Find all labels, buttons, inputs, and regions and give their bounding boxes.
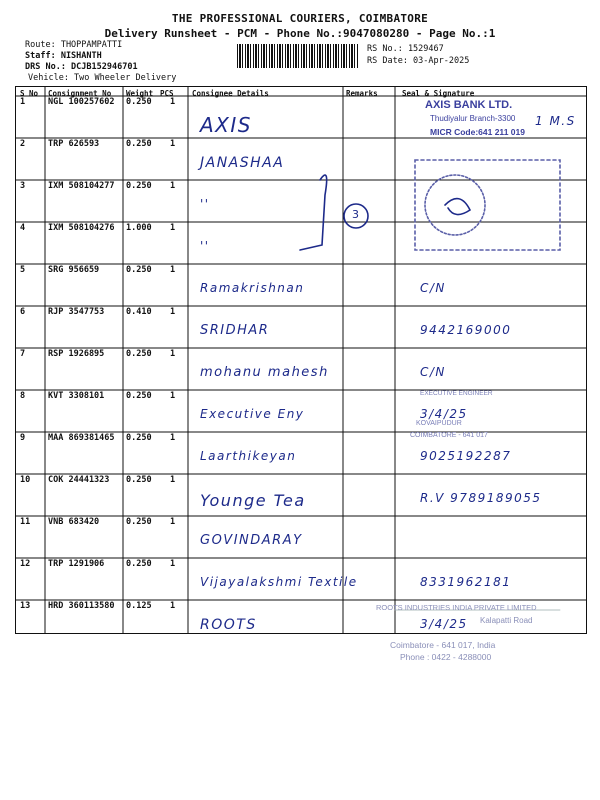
staff-label: Staff: NISHANTH — [25, 51, 102, 61]
document-title: THE PROFESSIONAL COURIERS, COIMBATORE — [171, 12, 429, 25]
row-seal: 3/4/25 — [420, 617, 468, 631]
row-sno: 9 — [20, 433, 26, 443]
kvt-stamp-line2: COIMBATORE - 641 017 — [410, 432, 488, 439]
row-pcs: 1 — [170, 559, 176, 569]
row-weight: 0.250 — [126, 559, 152, 569]
row-consignment: TRP 1291906 — [48, 559, 105, 569]
kvt-stamp-line3: KOVAIPUDUR — [416, 420, 462, 427]
row-consignee: Executive Eny — [200, 407, 305, 421]
rs-date: RS Date: 03-Apr-2025 — [367, 56, 470, 66]
row-weight: 0.250 — [126, 349, 152, 359]
row-pcs: 1 — [170, 181, 176, 191]
row-weight: 0.250 — [126, 475, 152, 485]
rs-number: RS No.: 1529467 — [367, 44, 444, 54]
row-consignee: Younge Tea — [200, 491, 306, 510]
row-sno: 1 — [20, 97, 26, 107]
row-consignee: AXIS — [200, 113, 252, 137]
row-consignee: JANASHAA — [200, 155, 285, 171]
circled-number: 3 — [352, 208, 361, 221]
roots-stamp-line1: ROOTS INDUSTRIES INDIA PRIVATE LIMITED — [376, 603, 537, 612]
row-pcs: 1 — [170, 307, 176, 317]
axis-stamp-branch: Thudiyalur Branch-3300 — [430, 114, 516, 123]
row-consignment: IXM 508104277 — [48, 181, 115, 191]
row-weight: 0.250 — [126, 181, 152, 191]
row-sno: 11 — [20, 517, 31, 527]
row-consignment: SRG 956659 — [48, 265, 100, 275]
bracket-mark — [300, 175, 327, 250]
seal-signature — [445, 199, 470, 215]
col-sno: S No — [20, 89, 39, 98]
row-consignment: RJP 3547753 — [48, 307, 105, 317]
row-consignment: NGL 100257602 — [48, 97, 115, 107]
axis-signature: 1 M.S — [535, 114, 576, 128]
row-consignee: Vijayalakshmi Textile — [200, 575, 358, 589]
row-weight: 0.250 — [126, 97, 152, 107]
drs-label: DRS No.: DCJB152946701 — [25, 62, 138, 72]
col-weight: Weight — [126, 89, 154, 98]
row-pcs: 1 — [170, 139, 176, 149]
row-seal: 9442169000 — [420, 323, 512, 337]
roots-stamp-line2: Kalapatti Road — [480, 616, 533, 625]
row-pcs: 1 — [170, 433, 176, 443]
row-sno: 8 — [20, 391, 26, 401]
row-seal: C/N — [420, 365, 446, 379]
row-sno: 3 — [20, 181, 26, 191]
row-consignment: COK 24441323 — [48, 475, 110, 485]
col-remarks: Remarks — [346, 89, 378, 98]
row-sno: 13 — [20, 601, 31, 611]
row-weight: 0.410 — [126, 307, 152, 317]
row-sno: 10 — [20, 475, 31, 485]
axis-stamp-name: AXIS BANK LTD. — [425, 99, 513, 111]
row-consignment: IXM 508104276 — [48, 223, 115, 233]
row-consignment: VNB 683420 — [48, 517, 100, 527]
row-seal: 3/4/25 — [420, 407, 468, 421]
row-consignee: SRIDHAR — [200, 323, 270, 338]
row-weight: 0.250 — [126, 139, 152, 149]
row-consignee: mohanu mahesh — [200, 365, 329, 380]
col-consignee: Consignee Details — [192, 89, 269, 98]
row-consignee: '' — [200, 239, 210, 253]
round-seal — [425, 175, 485, 235]
row-pcs: 1 — [170, 391, 176, 401]
row-consignee: GOVINDARAY — [200, 533, 303, 548]
route-label: Route: THOPPAMPATTI — [25, 40, 123, 50]
row-consignment: KVT 3308101 — [48, 391, 105, 401]
row-consignee: '' — [200, 197, 210, 211]
row-seal: C/N — [420, 281, 446, 295]
row-sno: 7 — [20, 349, 26, 359]
row-seal: 9025192287 — [420, 449, 512, 463]
row-sno: 4 — [20, 223, 26, 233]
row-consignment: HRD 360113580 — [48, 601, 115, 611]
row-sno: 6 — [20, 307, 26, 317]
row-sno: 5 — [20, 265, 26, 275]
row-seal: 8331962181 — [420, 575, 512, 589]
row-weight: 0.250 — [126, 265, 152, 275]
row-weight: 0.250 — [126, 433, 152, 443]
row-weight: 1.000 — [126, 223, 152, 233]
kvt-stamp-line1: EXECUTIVE ENGINEER — [420, 390, 493, 397]
row-weight: 0.250 — [126, 517, 152, 527]
row-sno: 12 — [20, 559, 31, 569]
col-pcs: PCS — [160, 89, 174, 98]
row-consignee: ROOTS — [200, 617, 257, 633]
row-consignment: MAA 869381465 — [48, 433, 115, 443]
row-pcs: 1 — [170, 601, 176, 611]
row-pcs: 1 — [170, 349, 176, 359]
row-pcs: 1 — [170, 97, 176, 107]
col-seal: Seal & Signature — [402, 89, 475, 98]
document-subtitle: Delivery Runsheet - PCM - Phone No.:9047080280 - Page No.:1 — [104, 27, 496, 40]
col-consignment: Consignment No — [48, 89, 112, 98]
row-pcs: 1 — [170, 265, 176, 275]
row-consignment: TRP 626593 — [48, 139, 100, 149]
row-pcs: 1 — [170, 223, 176, 233]
row-pcs: 1 — [170, 517, 176, 527]
row-sno: 2 — [20, 139, 26, 149]
row-pcs: 1 — [170, 475, 176, 485]
row-seal: R.V 9789189055 — [420, 491, 542, 505]
vehicle-label: Vehicle: Two Wheeler Delivery — [28, 73, 177, 83]
roots-stamp-line3: Coimbatore - 641 017, India — [390, 640, 496, 650]
row-consignment: RSP 1926895 — [48, 349, 105, 359]
row-weight: 0.250 — [126, 391, 152, 401]
roots-stamp-line4: Phone : 0422 - 4288000 — [400, 652, 492, 662]
faded-stamp-box — [415, 160, 560, 250]
row-consignee: Ramakrishnan — [200, 281, 305, 295]
row-weight: 0.125 — [126, 601, 152, 611]
axis-stamp-micr: MICR Code:641 211 019 — [430, 127, 525, 137]
row-consignee: Laarthikeyan — [200, 449, 297, 463]
